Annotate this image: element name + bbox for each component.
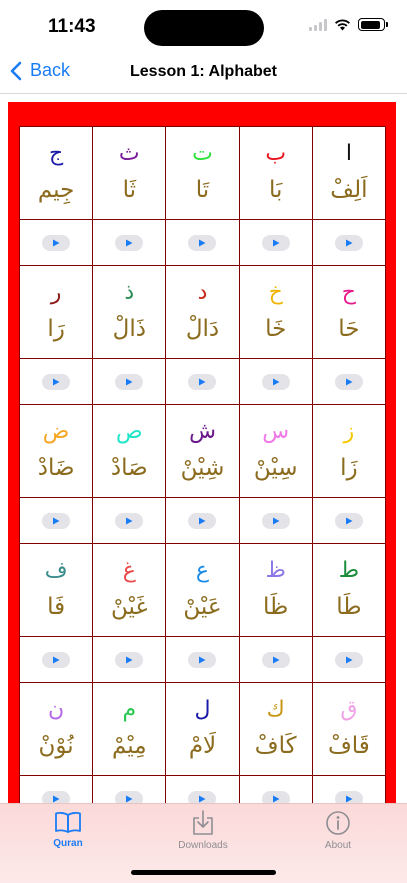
- letter-card: [240, 683, 313, 776]
- letter-name: صَادْ: [110, 455, 148, 481]
- play-button[interactable]: [188, 374, 216, 390]
- letter-name: زَا: [340, 455, 358, 481]
- play-button[interactable]: [115, 513, 143, 529]
- arabic-letter: د: [197, 280, 208, 305]
- play-button[interactable]: [188, 513, 216, 529]
- play-button[interactable]: [42, 513, 70, 529]
- audio-cell: [240, 637, 313, 683]
- play-icon: [52, 378, 60, 386]
- letter-card: [313, 266, 386, 359]
- audio-cell: [20, 637, 93, 683]
- tab-downloads-label: Downloads: [178, 840, 228, 851]
- alphabet-grid[interactable]: [19, 126, 386, 803]
- arabic-letter: ظ: [265, 558, 286, 583]
- letter-name: ضَادْ: [37, 455, 75, 481]
- play-button[interactable]: [262, 791, 290, 804]
- play-button[interactable]: [335, 791, 363, 804]
- letter-name: غَيْنْ: [111, 594, 148, 620]
- audio-cell: [166, 220, 239, 266]
- play-icon: [345, 239, 353, 247]
- letter-name: سِيْنْ: [253, 455, 298, 481]
- tab-quran[interactable]: [13, 810, 123, 849]
- arabic-letter: س: [262, 419, 290, 444]
- arabic-letter: ذ: [124, 280, 135, 305]
- letter-card: [20, 544, 93, 637]
- tab-about[interactable]: [283, 810, 393, 851]
- play-button[interactable]: [42, 235, 70, 251]
- letter-card: [93, 544, 166, 637]
- play-icon: [345, 378, 353, 386]
- arabic-letter: غ: [122, 558, 136, 583]
- tab-about-label: About: [324, 840, 352, 851]
- letter-card: [166, 544, 239, 637]
- page-title: Lesson 1: Alphabet: [130, 63, 277, 80]
- audio-cell: [93, 220, 166, 266]
- status-icons: [309, 18, 385, 31]
- play-icon: [272, 517, 280, 525]
- play-button[interactable]: [335, 513, 363, 529]
- letter-name: كَافْ: [254, 733, 297, 759]
- home-indicator: [131, 870, 276, 875]
- play-icon: [198, 239, 206, 247]
- letter-name: تَا: [195, 177, 210, 203]
- letter-name: عَيْنْ: [183, 594, 222, 620]
- dynamic-island: [144, 10, 264, 46]
- audio-cell: [240, 776, 313, 803]
- audio-cell: [93, 498, 166, 544]
- play-icon: [52, 517, 60, 525]
- play-icon: [125, 795, 133, 803]
- cellular-signal-icon: [309, 19, 327, 31]
- letter-card: [20, 405, 93, 498]
- audio-cell: [240, 498, 313, 544]
- info-icon: [325, 810, 351, 836]
- letter-card: [93, 683, 166, 776]
- play-button[interactable]: [188, 791, 216, 804]
- letter-name: مِيْمْ: [112, 733, 147, 759]
- letter-name: جِيم: [37, 177, 75, 203]
- audio-cell: [166, 637, 239, 683]
- play-icon: [345, 656, 353, 664]
- letter-name: خَا: [265, 316, 287, 342]
- play-icon: [52, 795, 60, 803]
- play-icon: [52, 656, 60, 664]
- letter-name: حَا: [338, 316, 360, 342]
- play-button[interactable]: [115, 235, 143, 251]
- battery-icon: [358, 18, 385, 31]
- audio-cell: [20, 498, 93, 544]
- letter-card: [166, 405, 239, 498]
- arabic-letter: ح: [341, 280, 356, 305]
- letter-card: [166, 683, 239, 776]
- letter-card: [313, 405, 386, 498]
- status-bar: [0, 0, 407, 54]
- letter-card: [166, 127, 239, 220]
- audio-cell: [93, 359, 166, 405]
- play-button[interactable]: [188, 652, 216, 668]
- audio-cell: [93, 776, 166, 803]
- arabic-letter: ف: [44, 558, 68, 583]
- letter-name: ظَا: [263, 594, 289, 620]
- letter-name: قَافْ: [327, 733, 370, 759]
- arabic-letter: ك: [266, 697, 285, 722]
- arabic-letter: ت: [192, 141, 213, 166]
- letter-card: [240, 405, 313, 498]
- arabic-letter: ص: [115, 419, 143, 444]
- tab-quran-label: Quran: [53, 838, 83, 849]
- play-icon: [272, 239, 280, 247]
- navigation-bar: [0, 54, 407, 94]
- letter-card: [93, 405, 166, 498]
- audio-cell: [240, 220, 313, 266]
- play-button[interactable]: [335, 235, 363, 251]
- arabic-letter: ق: [340, 697, 358, 722]
- audio-cell: [313, 637, 386, 683]
- arabic-letter: ش: [189, 419, 216, 444]
- letter-card: [240, 544, 313, 637]
- arabic-letter: ز: [343, 419, 355, 444]
- play-button[interactable]: [188, 235, 216, 251]
- play-button[interactable]: [115, 374, 143, 390]
- letter-name: شِيْنْ: [180, 455, 225, 481]
- arabic-letter: ن: [48, 697, 65, 722]
- play-button[interactable]: [262, 513, 290, 529]
- letter-name: نُوْنْ: [38, 733, 74, 759]
- play-icon: [198, 656, 206, 664]
- letter-name: ذَالْ: [112, 316, 146, 342]
- arabic-letter: ب: [265, 141, 287, 166]
- letter-name: دَالْ: [185, 316, 220, 342]
- arabic-letter: ل: [194, 697, 211, 722]
- play-button[interactable]: [115, 652, 143, 668]
- play-button[interactable]: [42, 374, 70, 390]
- play-button[interactable]: [42, 652, 70, 668]
- play-icon: [345, 795, 353, 803]
- play-button[interactable]: [42, 791, 70, 804]
- audio-cell: [166, 359, 239, 405]
- letter-card: [166, 266, 239, 359]
- play-icon: [125, 378, 133, 386]
- play-button[interactable]: [115, 791, 143, 804]
- audio-cell: [313, 220, 386, 266]
- letter-card: [93, 127, 166, 220]
- audio-cell: [20, 776, 93, 803]
- play-icon: [345, 517, 353, 525]
- audio-cell: [93, 637, 166, 683]
- audio-cell: [20, 220, 93, 266]
- letter-card: [313, 127, 386, 220]
- play-icon: [198, 517, 206, 525]
- play-icon: [125, 656, 133, 664]
- play-icon: [272, 795, 280, 803]
- play-icon: [198, 795, 206, 803]
- letter-card: [20, 683, 93, 776]
- letter-name: لَامْ: [188, 733, 217, 759]
- arabic-letter: ع: [195, 558, 210, 583]
- play-icon: [198, 378, 206, 386]
- play-icon: [52, 239, 60, 247]
- tab-downloads[interactable]: [148, 810, 258, 851]
- letter-name: بَا: [268, 177, 283, 203]
- arabic-letter: ث: [118, 141, 140, 166]
- letter-card: [240, 127, 313, 220]
- play-button[interactable]: [262, 374, 290, 390]
- audio-cell: [313, 776, 386, 803]
- play-button[interactable]: [335, 374, 363, 390]
- letter-name: ثَا: [122, 177, 136, 203]
- letter-card: [313, 544, 386, 637]
- tab-bar: [0, 803, 407, 883]
- audio-cell: [313, 498, 386, 544]
- play-icon: [272, 656, 280, 664]
- play-icon: [125, 517, 133, 525]
- letter-card: [93, 266, 166, 359]
- play-button[interactable]: [335, 652, 363, 668]
- arabic-letter: ج: [48, 141, 64, 166]
- arabic-letter: خ: [268, 280, 283, 305]
- letter-name: اَلِفْ: [330, 177, 368, 203]
- book-icon: [54, 810, 82, 834]
- letter-card: [20, 127, 93, 220]
- play-button[interactable]: [262, 235, 290, 251]
- audio-cell: [166, 498, 239, 544]
- letter-name: فَا: [47, 594, 66, 620]
- audio-cell: [20, 359, 93, 405]
- arabic-letter: ر: [50, 280, 62, 305]
- letter-card: [240, 266, 313, 359]
- play-icon: [272, 378, 280, 386]
- wifi-icon: [334, 19, 351, 31]
- arabic-letter: ض: [42, 419, 70, 444]
- alphabet-frame: [8, 102, 396, 803]
- audio-cell: [313, 359, 386, 405]
- play-button[interactable]: [262, 652, 290, 668]
- arabic-letter: ا: [345, 141, 352, 166]
- letter-name: رَا: [47, 316, 65, 342]
- letter-card: [313, 683, 386, 776]
- arabic-letter: ط: [338, 558, 360, 583]
- play-icon: [125, 239, 133, 247]
- letter-card: [20, 266, 93, 359]
- arabic-letter: م: [122, 697, 137, 722]
- audio-cell: [240, 359, 313, 405]
- back-label: Back: [30, 60, 71, 80]
- audio-cell: [166, 776, 239, 803]
- download-icon: [191, 810, 215, 836]
- letter-name: طَا: [336, 594, 362, 620]
- status-time: 11:43: [48, 16, 96, 37]
